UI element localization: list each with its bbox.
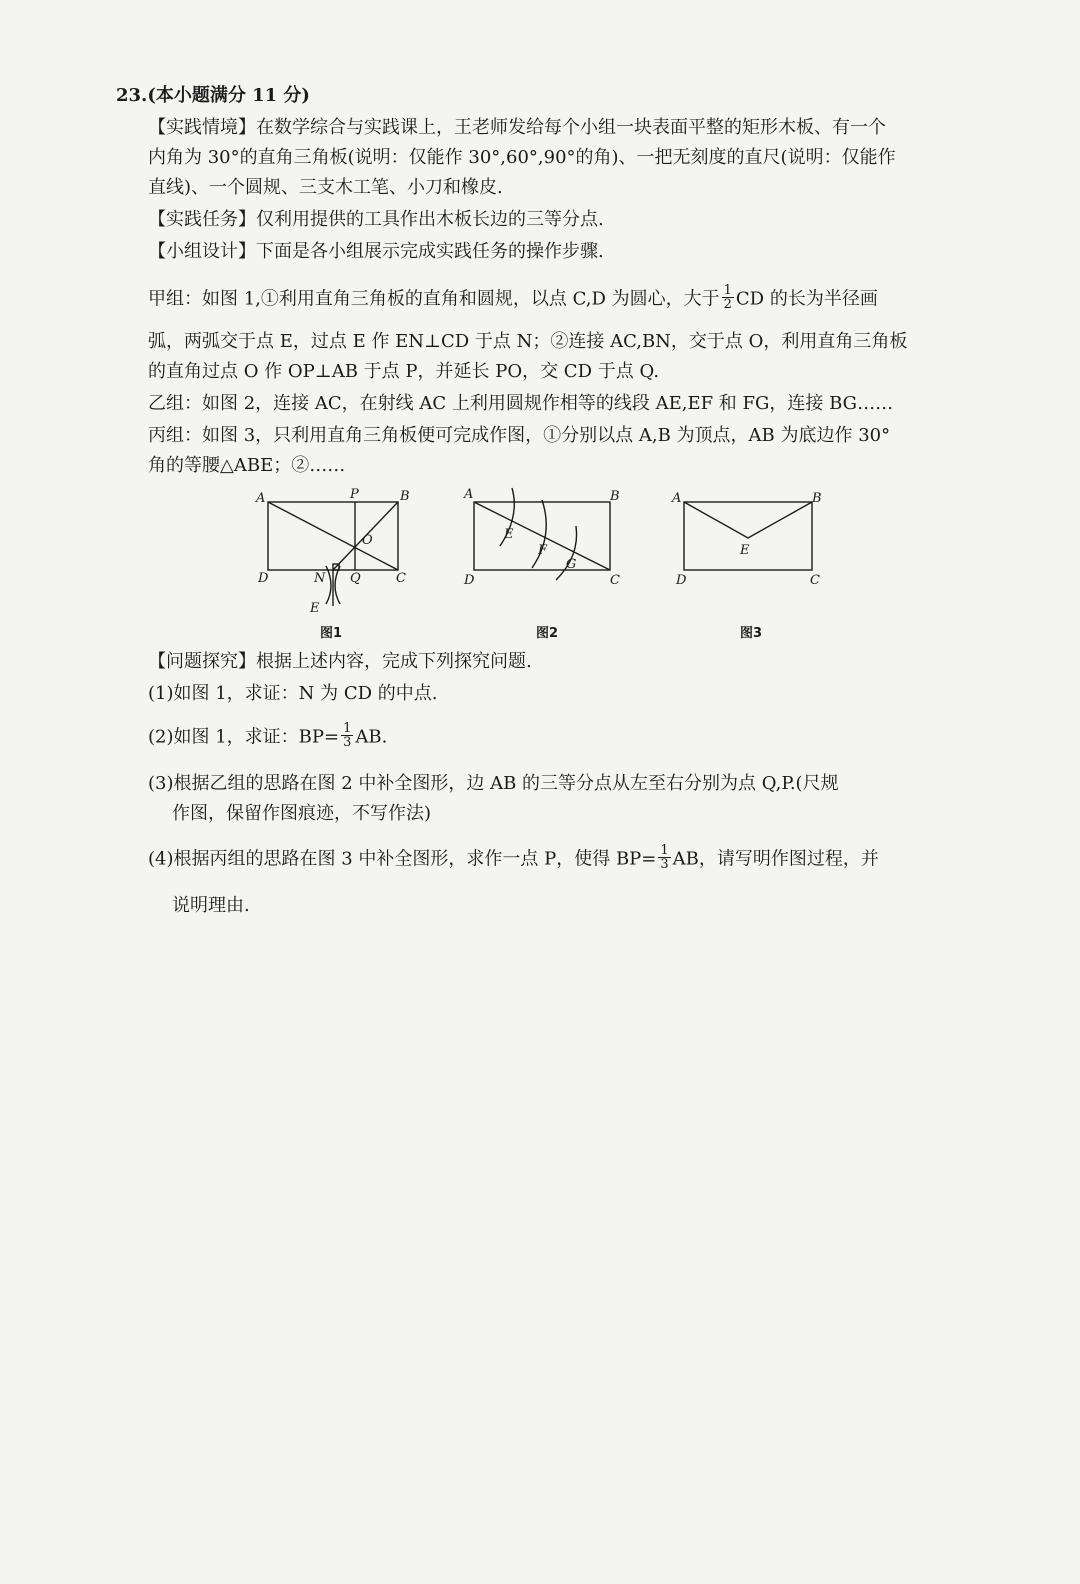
text-line-10: 丙组：如图 3，只利用直角三角板便可完成作图，①分别以点 A,B 为顶点，AB 为底边作 30°	[148, 425, 891, 446]
text-line-6	[148, 283, 968, 313]
text-line-18: 说明理由.	[172, 895, 250, 916]
text-line-3: 直线)、一个圆规、三支木工笔、小刀和橡皮.	[148, 177, 503, 198]
text-line-13: (1)如图 1，求证：N 为 CD 的中点.	[148, 683, 438, 704]
fraction-numerator: 1	[343, 721, 352, 736]
text-line-17-part-a: (4)根据丙组的思路在图 3 中补全图形，求作一点 P，使得 BP=	[148, 848, 657, 870]
figure-2	[458, 486, 628, 596]
fig2-label-a: A	[464, 487, 474, 502]
text-line-11: 角的等腰△ABE；②……	[148, 455, 346, 476]
text-line-8: 的直角过点 O 作 OP⊥AB 于点 P，并延长 PO，交 CD 于点 Q.	[148, 361, 660, 382]
fig2-label-g: G	[566, 557, 577, 572]
fig1-label-o: O	[362, 533, 373, 548]
text-line-12: 【问题探究】根据上述内容，完成下列探究问题.	[148, 651, 532, 672]
figure-1	[250, 486, 420, 616]
fig1-label-q: Q	[350, 571, 361, 586]
fig3-label-a: A	[672, 491, 682, 506]
fig1-label-a: A	[256, 491, 266, 506]
fig3-label-b: B	[812, 491, 822, 506]
text-line-5: 【小组设计】下面是各小组展示完成实践任务的操作步骤.	[148, 241, 604, 262]
figure-2-caption: 图2	[536, 626, 559, 641]
fraction-numerator: 1	[660, 843, 669, 858]
fig1-label-b: B	[400, 489, 410, 504]
fraction-half	[722, 284, 734, 311]
text-line-14	[148, 721, 968, 751]
text-line-9: 乙组：如图 2，连接 AC，在射线 AC 上利用圆规作相等的线段 AE,EF 和 FG，连接 BG……	[148, 393, 894, 414]
fig1-label-c: C	[396, 571, 406, 586]
fig1-label-n: N	[314, 571, 326, 586]
fig1-arc-left	[326, 566, 331, 604]
fig2-label-e: E	[504, 527, 514, 542]
figure-3-caption: 图3	[740, 626, 763, 641]
fig3-triangle-sides	[684, 502, 812, 538]
fig1-label-e: E	[310, 601, 320, 616]
fig3-label-e: E	[740, 543, 750, 558]
fraction-third-a	[341, 722, 353, 749]
fig1-diagonal-ac	[268, 502, 398, 570]
fig2-label-c: C	[610, 573, 620, 588]
text-line-14-part-b: AB.	[355, 726, 388, 748]
text-line-6-part-b: CD 的长为半径画	[735, 288, 878, 310]
figure-1-drawing	[250, 486, 420, 616]
text-line-17	[148, 843, 968, 873]
fraction-numerator: 1	[723, 283, 732, 298]
figure-3-drawing	[666, 486, 836, 596]
text-line-4: 【实践任务】仅利用提供的工具作出木板长边的三等分点.	[148, 209, 604, 230]
text-line-7: 弧，两弧交于点 E，过点 E 作 EN⊥CD 于点 N；②连接 AC,BN，交于点 O，利用直角三角板	[148, 331, 908, 352]
score-note: (本小题满分 11 分)	[147, 85, 310, 106]
fig2-label-b: B	[610, 489, 620, 504]
question-header	[116, 84, 936, 108]
text-line-15: (3)根据乙组的思路在图 2 中补全图形，边 AB 的三等分点从左至右分别为点 Q,P.(尺规	[148, 773, 839, 794]
fraction-denominator: 3	[343, 735, 352, 750]
figure-1-caption: 图1	[320, 626, 343, 641]
fraction-third-b	[658, 844, 670, 871]
fig2-label-f: F	[538, 543, 548, 558]
fig1-label-d: D	[258, 571, 269, 586]
fig1-arc-right	[335, 566, 340, 604]
fig1-label-p: P	[350, 487, 359, 502]
fraction-denominator: 2	[723, 297, 732, 312]
text-line-17-part-b: AB，请写明作图过程，并	[672, 848, 879, 870]
text-line-2: 内角为 30°的直角三角板(说明：仅能作 30°,60°,90°的角)、一把无刻度的直尺(说明：仅能作	[148, 147, 896, 168]
text-line-6-part-a: 甲组：如图 1,①利用直角三角板的直角和圆规，以点 C,D 为圆心，大于	[148, 288, 720, 310]
text-line-14-part-a: (2)如图 1，求证：BP=	[148, 726, 340, 748]
question-number: 23.	[116, 85, 148, 106]
figure-2-drawing	[458, 486, 628, 596]
text-line-1: 【实践情境】在数学综合与实践课上，王老师发给每个小组一块表面平整的矩形木板、有一个	[148, 117, 886, 138]
fig2-ray-ac	[474, 502, 610, 570]
fig3-label-d: D	[676, 573, 687, 588]
text-line-16: 作图，保留作图痕迹，不写作法)	[172, 803, 432, 824]
fraction-denominator: 3	[660, 857, 669, 872]
figure-3	[666, 486, 836, 596]
fig3-label-c: C	[810, 573, 820, 588]
fig2-label-d: D	[464, 573, 475, 588]
